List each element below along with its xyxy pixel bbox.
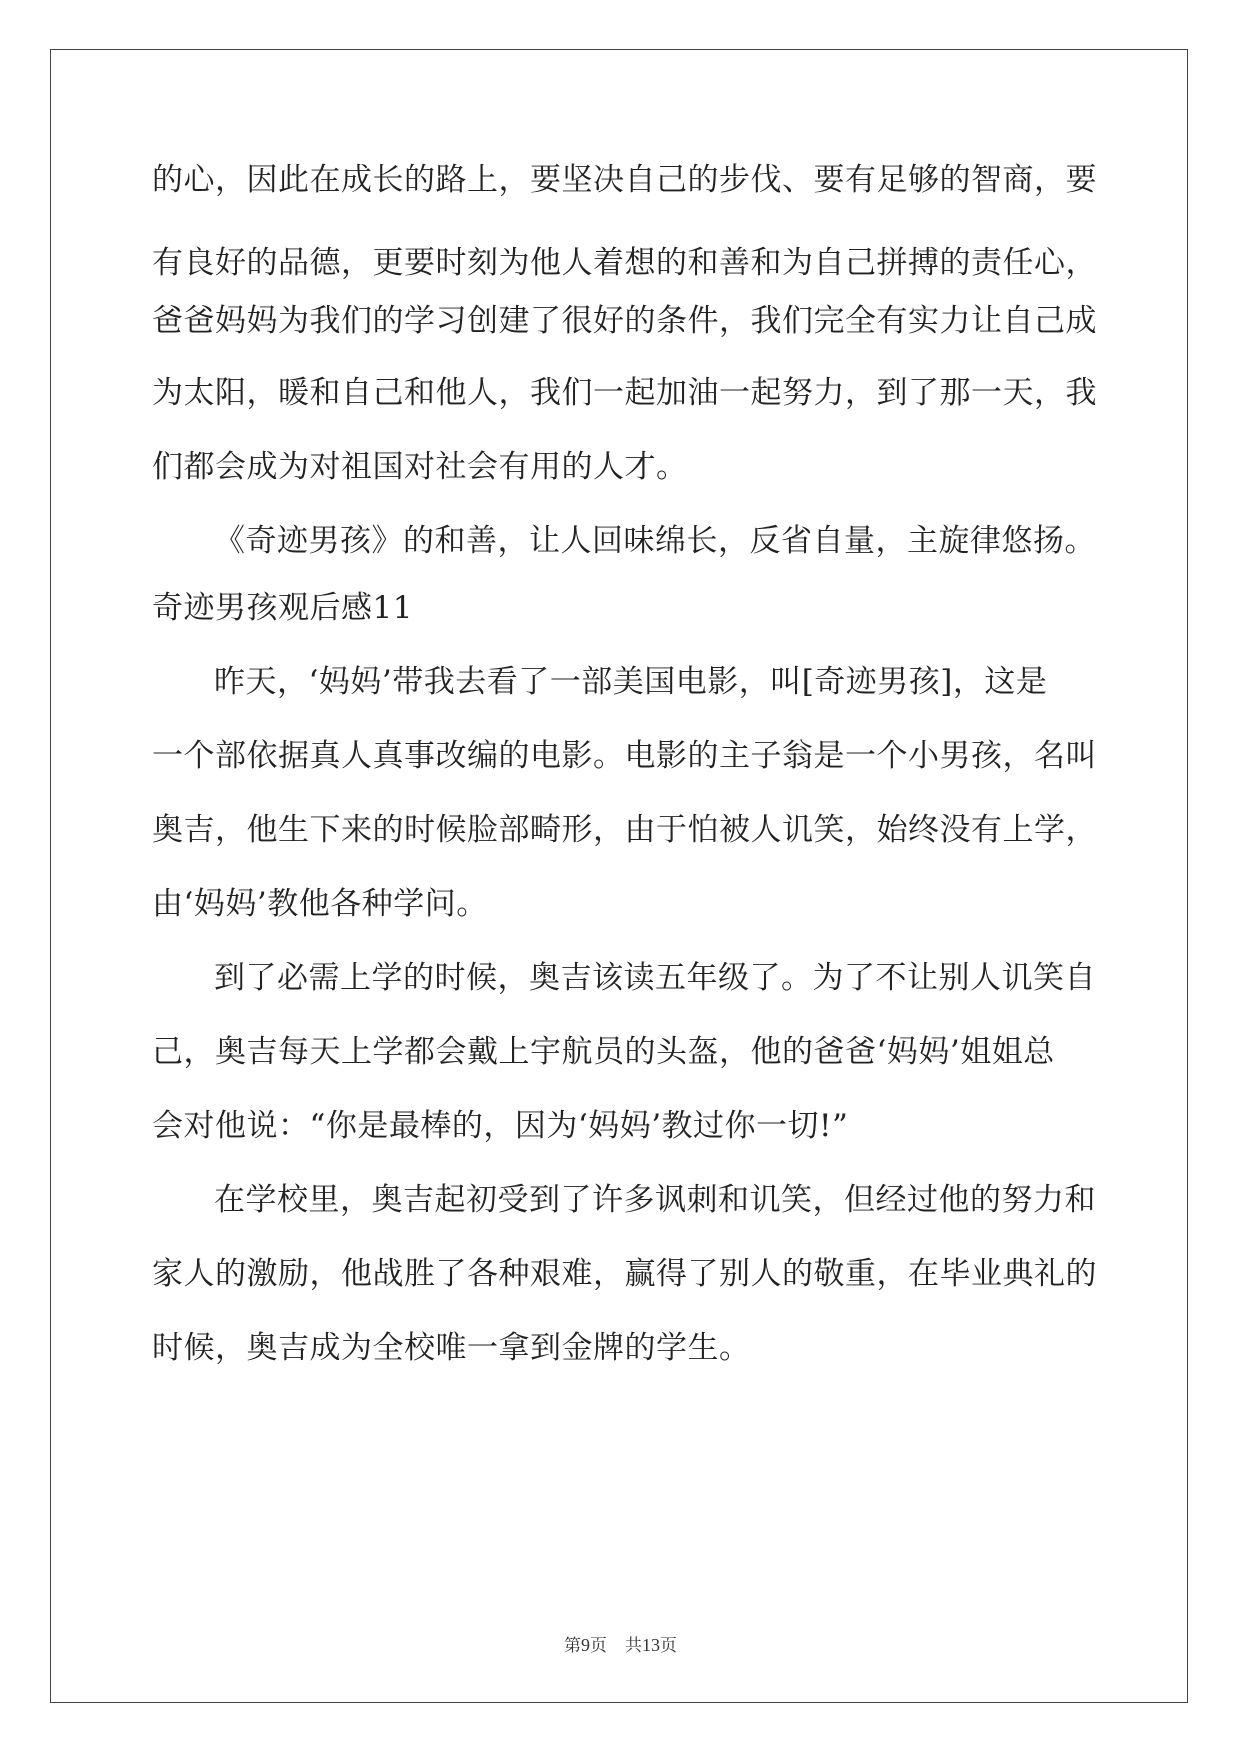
text-line: 爸爸妈妈为我们的学习创建了很好的条件，我们完全有实力让自己成 (152, 303, 1097, 339)
text-line: 时候，奥吉成为全校唯一拿到金牌的学生。 (152, 1330, 751, 1366)
text-line: 一个部依据真人真事改编的电影。电影的主子翁是一个小男孩，名叫 (152, 738, 1097, 774)
page-prefix: 第 (564, 1636, 581, 1656)
text-line: 们都会成为对祖国对社会有用的人才。 (152, 449, 688, 485)
page-total (625, 1636, 677, 1656)
paragraph-start-line: 《奇迹男孩》的和善，让人回味绵长，反省自量，主旋律悠扬。 (214, 523, 1096, 559)
paragraph-start-line: 到了必需上学的时候，奥吉该读五年级了。为了不让别人讥笑自 (214, 960, 1096, 996)
page-suffix: 页 (590, 1636, 607, 1656)
text-line: 家人的激励，他战胜了各种艰难，赢得了别人的敬重，在毕业典礼的 (152, 1256, 1097, 1292)
page-border (50, 49, 1188, 1703)
text-line: 由‘妈妈’教他各种学问。 (152, 886, 488, 922)
section-heading: 奇迹男孩观后感11 (152, 590, 413, 626)
page-number (564, 1636, 607, 1656)
total-suffix: 页 (660, 1636, 677, 1656)
paragraph-start-line: 昨天，‘妈妈’带我去看了一部美国电影，叫[奇迹男孩]，这是 (214, 664, 1048, 700)
text-line: 有良好的品德，更要时刻为他人着想的和善和为自己拼搏的责任心， (152, 245, 1097, 281)
total-prefix: 共 (625, 1636, 642, 1656)
paragraph-start-line: 在学校里，奥吉起初受到了许多讽刺和讥笑，但经过他的努力和 (214, 1182, 1096, 1218)
text-line: 奥吉，他生下来的时候脸部畸形，由于怕被人讥笑，始终没有上学， (152, 812, 1097, 848)
page-current: 9 (581, 1635, 590, 1655)
text-line: 己，奥吉每天上学都会戴上宇航员的头盔，他的爸爸‘妈妈’姐姐总 (152, 1034, 1055, 1070)
text-line: 的心，因此在成长的路上，要坚决自己的步伐、要有足够的智商，要 (152, 162, 1097, 198)
text-line: 会对他说：“你是最棒的，因为‘妈妈’教过你一切!” (152, 1108, 849, 1144)
page-footer (0, 1634, 1241, 1657)
text-line: 为太阳，暖和自己和他人，我们一起加油一起努力，到了那一天，我 (152, 375, 1097, 411)
total-count: 13 (642, 1635, 660, 1655)
